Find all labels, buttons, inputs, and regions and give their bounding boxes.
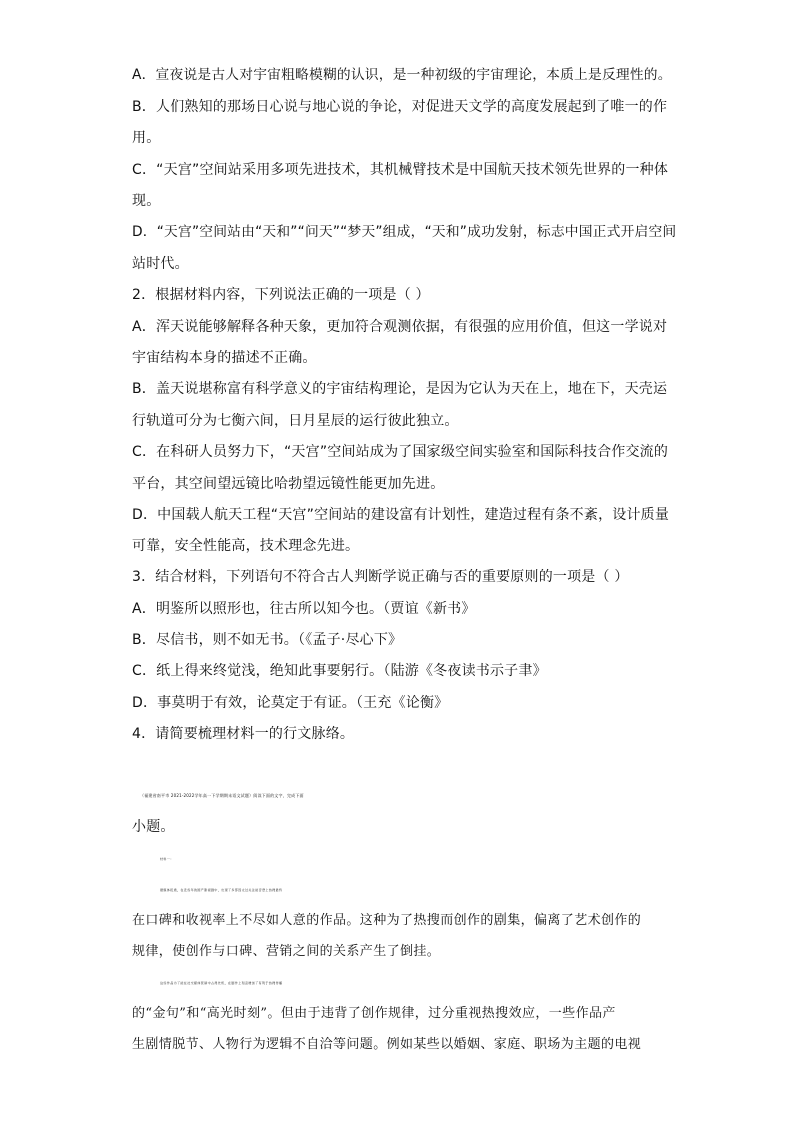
material-paragraph-line: 据媒体报道，在近些年的国产影视剧中，出现了多部因太过关注能否登上热搜最终 bbox=[160, 888, 283, 892]
q2-option-c-cont: 平台，其空间望远镜比哈勃望远镜性能更加先进。 bbox=[132, 476, 445, 492]
q3-option-d: D．事莫明于有效，论莫定于有证。（王充《论衡》 bbox=[132, 695, 449, 711]
q2-option-c: C．在科研人员努力下，“天宫”空间站成为了国家级空间实验室和国际科技合作交流的 bbox=[132, 444, 669, 460]
material-paragraph-line: 这些作品为了能在社交媒体营销中占得先机，在剧作上刻意增加了有利于热搜传播 bbox=[160, 981, 283, 985]
q3-stem: 3．结合材料，下列语句不符合古人判断学说正确与否的重要原则的一项是（ ） bbox=[132, 569, 629, 585]
q2-option-a: A．浑天说能够解释各种天象，更加符合观测依据，有很强的应用价值，但这一学说对 bbox=[132, 319, 668, 335]
q3-option-c: C．纸上得来终觉浅，绝知此事要躬行。（陆游《冬夜读书示子聿》 bbox=[132, 663, 547, 679]
q2-stem: 2．根据材料内容，下列说法正确的一项是（ ） bbox=[132, 287, 430, 303]
q2-option-d: D．中国载人航天工程“天宫”空间站的建设富有计划性，建造过程有条不紊，设计质量 bbox=[132, 507, 670, 523]
q1-option-d-cont: 站时代。 bbox=[132, 256, 189, 272]
q1-option-c: C．“天宫”空间站采用多项先进技术，其机械臂技术是中国航天技术领先世界的一种体 bbox=[132, 162, 669, 178]
material-paragraph-line: 的“金句”和“高光时刻”。但由于违背了创作规律，过分重视热搜效应，一些作品产 bbox=[132, 1006, 616, 1021]
material-paragraph-line: 生剧情脱节、人物行为逻辑不自洽等问题。例如某些以婚姻、家庭、职场为主题的电视 bbox=[132, 1037, 642, 1052]
q1-option-b-cont: 用。 bbox=[132, 130, 161, 146]
q2-option-b: B．盖天说堪称富有科学意义的宇宙结构理论，是因为它认为天在上，地在下，天壳运 bbox=[132, 381, 668, 397]
material-paragraph-line: 规律，使创作与口碑、营销之间的关系产生了倒挂。 bbox=[132, 944, 441, 959]
q2-option-b-cont: 行轨道可分为七衡六间，日月星辰的运行彼此独立。 bbox=[132, 413, 459, 429]
material-paragraph-line: 在口碑和收视率上不尽如人意的作品。这种为了热搜而创作的剧集，偏离了艺术创作的 bbox=[132, 913, 642, 928]
q1-option-a: A．宣夜说是古人对宇宙粗略模糊的认识，是一种初级的宇宙理论，本质上是反理性的。 bbox=[132, 67, 672, 83]
source-line: （福建省南平市 2021-2022学年高一下学期期末语文试题）阅读下面的文字，完成下面 bbox=[140, 793, 304, 798]
q1-option-b: B．人们熟知的那场日心说与地心说的争论，对促进天文学的高度发展起到了唯一的作 bbox=[132, 99, 668, 115]
material-heading: 材料一： bbox=[160, 857, 174, 861]
q1-option-d: D．“天宫”空间站由“天和”“问天”“梦天”组成，“天和”成功发射，标志中国正式开启空间 bbox=[132, 224, 677, 240]
q2-option-a-cont: 宇宙结构本身的描述不正确。 bbox=[132, 350, 317, 366]
q4-stem: 4．请简要梳理材料一的行文脉络。 bbox=[132, 726, 355, 742]
q1-option-c-cont: 现。 bbox=[132, 193, 161, 209]
q2-option-d-cont: 可靠，安全性能高，技术理念先进。 bbox=[132, 538, 360, 554]
q3-option-a: A．明鉴所以照形也，往古所以知今也。（贾谊《新书》 bbox=[132, 601, 476, 617]
q3-option-b: B．尽信书，则不如无书。（《孟子·尽心下》 bbox=[132, 632, 403, 648]
source-line-cont: 小题。 bbox=[132, 819, 175, 835]
